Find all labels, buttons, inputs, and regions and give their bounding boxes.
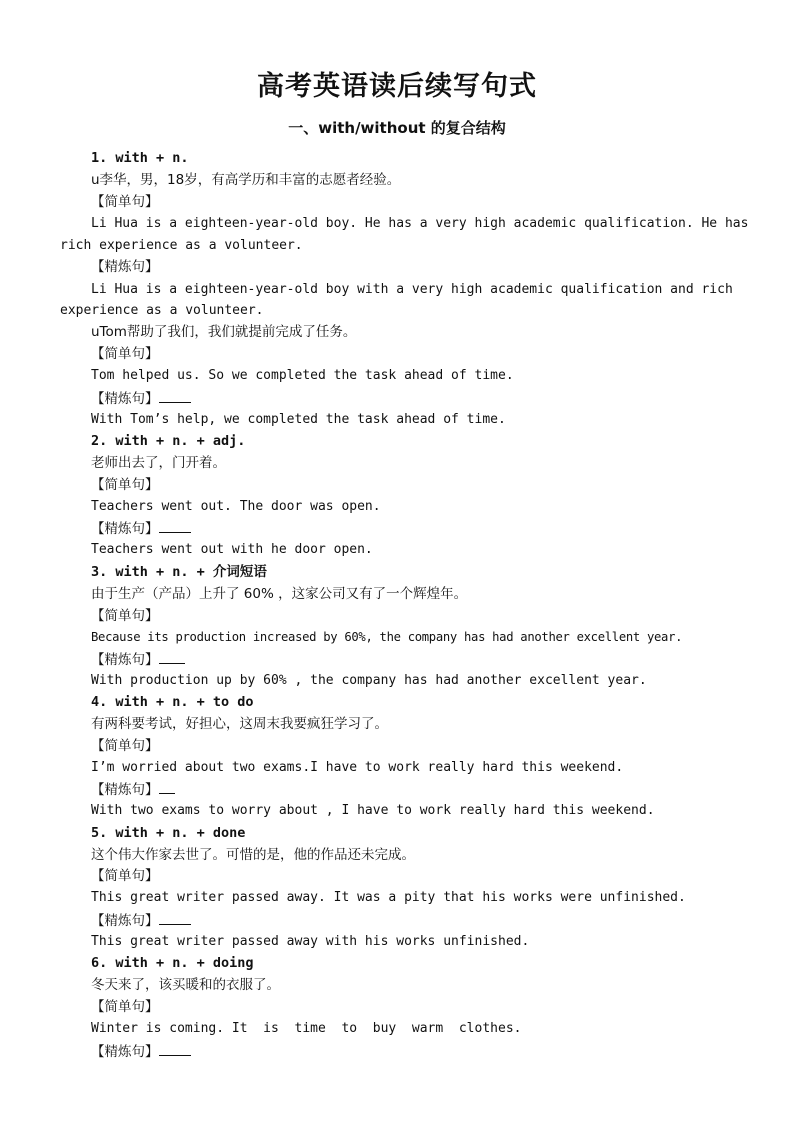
refined-sentence-label (91, 388, 191, 409)
refined-sentence-line: Li Hua is a eighteen-year-old boy with a very high academic qualification and rich (91, 282, 733, 297)
simple-sentence: Winter is coming. It is time to buy warm clothes. (91, 1021, 522, 1036)
fill-blank (159, 649, 185, 664)
simple-sentence-line: rich experience as a volunteer. (60, 238, 303, 253)
fill-blank (159, 388, 191, 403)
refined-sentence-label (91, 910, 191, 931)
refined-label-text: 【精炼句】 (91, 913, 159, 929)
simple-sentence: Because its production increased by 60%, the company has had another excellent year. (91, 630, 683, 644)
chinese-sentence: 有两科要考试，好担心，这周末我要疯狂学习了。 (91, 716, 388, 732)
chinese-sentence: uTom帮助了我们，我们就提前完成了任务。 (91, 324, 357, 340)
refined-sentence-line: experience as a volunteer. (60, 303, 264, 318)
refined-sentence-label (91, 779, 175, 800)
simple-sentence: I’m worried about two exams.I have to work really hard this weekend. (91, 760, 624, 775)
heading-with-n-done: 5. with + n. + done (91, 825, 246, 841)
refined-label-text: 【精炼句】 (91, 652, 159, 668)
refined-sentence-label: 【精炼句】 (91, 259, 159, 275)
refined-sentence-label (91, 649, 185, 670)
refined-sentence: With production up by 60% , the company has had another excellent year. (91, 673, 647, 688)
refined-sentence-label (91, 518, 191, 539)
refined-sentence: This great writer passed away with his works unfinished. (91, 934, 530, 949)
simple-sentence-label: 【简单句】 (91, 608, 159, 624)
refined-sentence: Teachers went out with he door open. (91, 542, 373, 557)
chinese-sentence: 老师出去了，门开着。 (91, 455, 226, 471)
simple-sentence-line: Li Hua is a eighteen-year-old boy. He has a very high academic qualification. He has (91, 216, 749, 231)
simple-sentence: This great writer passed away. It was a pity that his works were unfinished. (91, 890, 686, 905)
heading-with-n-prep-phrase: 3. with + n. + 介词短语 (91, 564, 267, 580)
document-title: 高考英语读后续写句式 (257, 71, 537, 102)
heading-with-n: 1. with + n. (91, 150, 189, 166)
chinese-sentence: 这个伟大作家去世了。可惜的是，他的作品还未完成。 (91, 847, 415, 863)
chinese-sentence: u李华，男，18岁，有高学历和丰富的志愿者经验。 (91, 172, 401, 188)
heading-with-n-doing: 6. with + n. + doing (91, 955, 254, 971)
simple-sentence-label: 【简单句】 (91, 868, 159, 884)
simple-sentence-label: 【简单句】 (91, 477, 159, 493)
refined-label-text: 【精炼句】 (91, 1044, 159, 1060)
fill-blank (159, 1041, 191, 1056)
simple-sentence: Tom helped us. So we completed the task ahead of time. (91, 368, 514, 383)
simple-sentence-label: 【简单句】 (91, 999, 159, 1015)
refined-sentence: With Tom’s help, we completed the task ahead of time. (91, 412, 506, 427)
chinese-sentence: 由于生产（产品）上升了 60% ，这家公司又有了一个辉煌年。 (91, 586, 468, 602)
refined-label-text: 【精炼句】 (91, 391, 159, 407)
refined-label-text: 【精炼句】 (91, 782, 159, 798)
simple-sentence-label: 【简单句】 (91, 738, 159, 754)
heading-with-n-adj: 2. with + n. + adj. (91, 433, 246, 449)
section-subtitle: 一、with/without 的复合结构 (288, 119, 506, 137)
refined-sentence: With two exams to worry about , I have to work really hard this weekend. (91, 803, 655, 818)
simple-sentence: Teachers went out. The door was open. (91, 499, 381, 514)
simple-sentence-label: 【简单句】 (91, 194, 159, 210)
refined-label-text: 【精炼句】 (91, 521, 159, 537)
chinese-sentence: 冬天来了，该买暖和的衣服了。 (91, 977, 280, 993)
fill-blank (159, 779, 175, 794)
refined-sentence-label (91, 1041, 191, 1062)
fill-blank (159, 910, 191, 925)
heading-with-n-to-do: 4. with + n. + to do (91, 694, 254, 710)
fill-blank (159, 518, 191, 533)
simple-sentence-label: 【简单句】 (91, 346, 159, 362)
